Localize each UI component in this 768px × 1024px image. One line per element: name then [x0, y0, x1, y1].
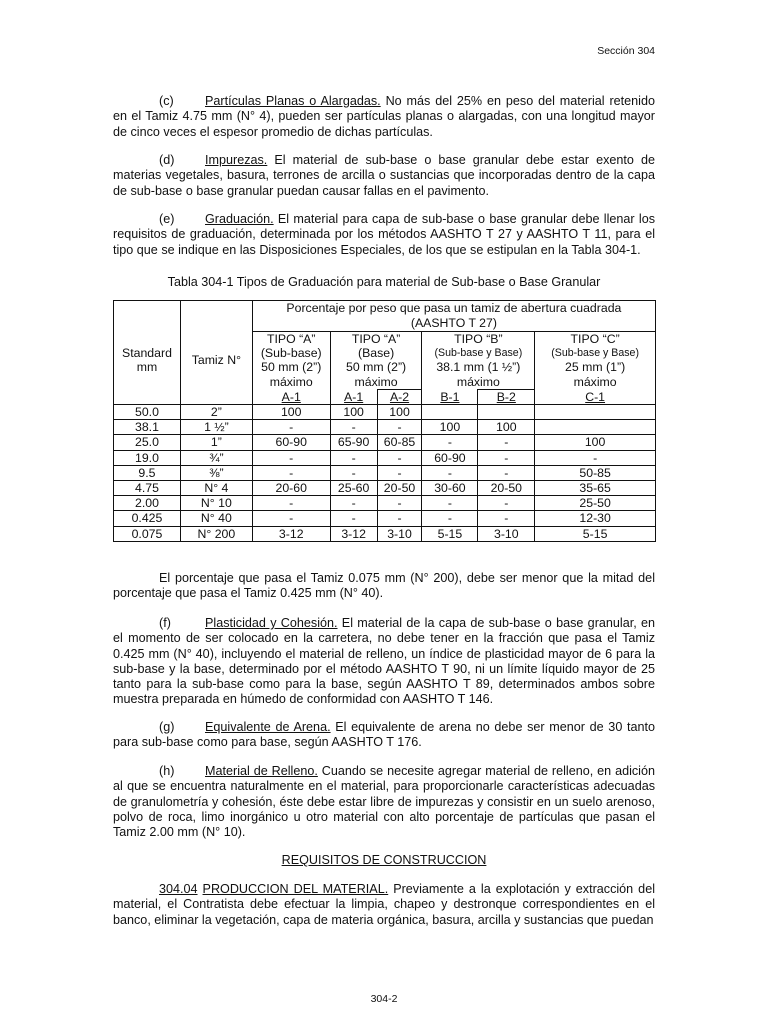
- table-cell: 100: [377, 405, 422, 420]
- paragraph-304-04: [113, 882, 655, 928]
- type-usage: (Sub-base): [252, 346, 330, 360]
- table-row: [114, 420, 656, 435]
- table-row: [114, 450, 656, 465]
- paragraph-label: (h): [159, 764, 175, 778]
- table-cell: 38.1: [114, 420, 181, 435]
- paragraph-f: [113, 616, 655, 708]
- paragraph-title: Partículas Planas o Alargadas.: [205, 94, 381, 108]
- table-row: [114, 405, 656, 420]
- table-row: [114, 435, 656, 450]
- table-cell: 3-10: [377, 526, 422, 541]
- paragraph-title: Graduación.: [205, 212, 274, 226]
- table-cell: 12-30: [535, 511, 656, 526]
- type-size: 50 mm (2”): [330, 360, 422, 374]
- table-cell: 100: [252, 405, 330, 420]
- table-cell: N° 4: [180, 481, 252, 496]
- subcolumn-label: C-1: [585, 389, 606, 404]
- section-header: Sección 304: [597, 45, 655, 57]
- table-cell: 25.0: [114, 435, 181, 450]
- table-cell: -: [422, 435, 478, 450]
- table-cell: -: [252, 450, 330, 465]
- table-cell: -: [478, 435, 535, 450]
- type-max: máximo: [252, 375, 330, 390]
- column-header-standard: Standard mm: [114, 332, 181, 390]
- table-row: [114, 526, 656, 541]
- paragraph-label: (f): [159, 616, 171, 630]
- table-cell: -: [422, 496, 478, 511]
- paragraph-text: No más del 25% en peso del material retenido en el Tamiz 4.75 mm (N° 4), pueden ser partículas planas o alargadas, con una longitud mayor de cinco veces el espesor promedio de dichas partículas.: [113, 94, 655, 139]
- paragraph-text: Previamente a la explotación y extracción del material, el Contratista debe efectuar la limpia, chapeo y destronque correspondientes en el banco, eliminar la vegetación, capa de materia orgánica, basura, arcilla y sustancias que puedan: [113, 882, 655, 927]
- table-cell: ¾”: [180, 450, 252, 465]
- table-cell: -: [377, 465, 422, 480]
- table-cell: -: [330, 511, 377, 526]
- type-size: 38.1 mm (1 ½”): [422, 360, 535, 374]
- paragraph-c: [113, 94, 655, 140]
- type-header: TIPO “A”: [330, 332, 422, 347]
- table-cell: [535, 420, 656, 435]
- page-number: 304-2: [370, 993, 398, 1005]
- table-cell: -: [330, 465, 377, 480]
- table-cell: [422, 405, 478, 420]
- table-cell: 4.75: [114, 481, 181, 496]
- table-cell: 3-10: [478, 526, 535, 541]
- subcolumn-label: B-2: [496, 389, 516, 404]
- table-cell: 0.075: [114, 526, 181, 541]
- table-cell: 3-12: [330, 526, 377, 541]
- table-cell: 20-60: [252, 481, 330, 496]
- paragraph-text: Cuando se necesite agregar material de relleno, en adición al que se encuentra naturalmente en el material, para proporcionarle características adecuadas de granulometría y cohesión, éste debe estar libre de impurezas y consistir en un suelo arenoso, polvo de roca, limo inorgánico u otro material con alto porcentaje de partículas que pasan el Tamiz 2.00 mm (N° 10).: [113, 764, 655, 840]
- paragraph-title: Equivalente de Arena.: [205, 720, 331, 734]
- table-cell: -: [330, 420, 377, 435]
- table-cell: -: [330, 496, 377, 511]
- type-usage: (Sub-base y Base): [422, 346, 535, 360]
- table-cell: 25-50: [535, 496, 656, 511]
- type-size: 50 mm (2”): [252, 360, 330, 374]
- paragraph-title: Plasticidad y Cohesión.: [205, 616, 338, 630]
- table-row: [114, 465, 656, 480]
- table-cell: -: [422, 511, 478, 526]
- graduation-table: [113, 300, 656, 542]
- table-cell: 2.00: [114, 496, 181, 511]
- table-row: [114, 511, 656, 526]
- table-cell: 65-90: [330, 435, 377, 450]
- type-max: máximo: [330, 375, 422, 390]
- type-usage: (Base): [330, 346, 422, 360]
- paragraph-title: Material de Relleno.: [205, 764, 318, 778]
- table-cell: 30-60: [422, 481, 478, 496]
- paragraph-title: PRODUCCION DEL MATERIAL.: [202, 882, 389, 896]
- table-cell: -: [422, 465, 478, 480]
- table-cell: N° 200: [180, 526, 252, 541]
- paragraph-title: Impurezas.: [205, 153, 268, 167]
- table-cell: 3-12: [252, 526, 330, 541]
- type-header: TIPO “A”: [252, 332, 330, 347]
- table-cell: 20-50: [377, 481, 422, 496]
- subcolumn-label: A-1: [281, 389, 301, 404]
- table-cell: 50.0: [114, 405, 181, 420]
- table-cell: N° 10: [180, 496, 252, 511]
- table-cell: -: [377, 496, 422, 511]
- table-cell: 100: [478, 420, 535, 435]
- paragraph-note: [113, 571, 655, 602]
- paragraph-g: [113, 720, 655, 751]
- paragraph-label: (g): [159, 720, 175, 734]
- subcolumn-label: B-1: [440, 389, 460, 404]
- table-cell: 35-65: [535, 481, 656, 496]
- table-cell: 5-15: [422, 526, 478, 541]
- paragraph-label: (d): [159, 153, 175, 167]
- table-row: [114, 481, 656, 496]
- paragraph-text: El material de la capa de sub-base o base granular, en el momento de ser colocado en la carretera, no debe tener en la fracción que pasa el Tamiz 0.425 mm (N° 40), incluyendo el material de relleno, un índice de plasticidad mayor de 6 para la sub-base y la base, determinado por el método AASHTO T 90, ni un límite líquido mayor de 25 tanto para la sub-base como para la base, según AASHTO T 89, determinados ambos sobre muestra preparada en húmedo de conformidad con AASHTO T 146.: [113, 616, 655, 707]
- table-cell: 60-85: [377, 435, 422, 450]
- paragraph-text: El porcentaje que pasa el Tamiz 0.075 mm (N° 200), debe ser menor que la mitad del porcentaje que pasa el Tamiz 0.425 mm (N° 40).: [113, 571, 655, 601]
- table-cell: 20-50: [478, 481, 535, 496]
- type-size: 25 mm (1”): [535, 360, 656, 374]
- table-cell: -: [478, 465, 535, 480]
- table-cell: -: [478, 496, 535, 511]
- table-cell: -: [252, 496, 330, 511]
- table-cell: -: [330, 450, 377, 465]
- table-cell: -: [252, 420, 330, 435]
- paragraph-label: (c): [159, 94, 174, 108]
- table-cell: 100: [330, 405, 377, 420]
- table-caption: Tabla 304-1 Tipos de Graduación para material de Sub-base o Base Granular: [167, 275, 601, 289]
- table-cell: N° 40: [180, 511, 252, 526]
- paragraph-e: [113, 212, 655, 258]
- table-cell: 1 ½”: [180, 420, 252, 435]
- table-cell: 9.5: [114, 465, 181, 480]
- table-cell: ⅜”: [180, 465, 252, 480]
- table-cell: -: [377, 450, 422, 465]
- table-cell: [535, 405, 656, 420]
- paragraph-h: [113, 764, 655, 840]
- table-cell: [478, 405, 535, 420]
- table-cell: 60-90: [422, 450, 478, 465]
- subcolumn-label: A-1: [344, 389, 364, 404]
- table-cell: 2”: [180, 405, 252, 420]
- table-cell: -: [252, 465, 330, 480]
- table-cell: -: [377, 511, 422, 526]
- section-heading: REQUISITOS DE CONSTRUCCION: [281, 853, 487, 867]
- type-header: TIPO “C”: [535, 332, 656, 347]
- table-span-subheader: (AASHTO T 27): [252, 316, 655, 332]
- paragraph-text: El material de sub-base o base granular debe estar exento de materias vegetales, basura, terrones de arcilla o sustancias que incorporadas dentro de la capa de sub-base o base granular puedan causar fallas en el pavimento.: [113, 153, 655, 198]
- table-row: [114, 496, 656, 511]
- table-cell: -: [478, 450, 535, 465]
- table-cell: 0.425: [114, 511, 181, 526]
- type-max: máximo: [535, 375, 656, 390]
- type-usage: (Sub-base y Base): [535, 346, 656, 360]
- table-cell: 100: [535, 435, 656, 450]
- paragraph-d: [113, 153, 655, 199]
- subcolumn-label: A-2: [389, 389, 410, 404]
- table-cell: 5-15: [535, 526, 656, 541]
- table-cell: 60-90: [252, 435, 330, 450]
- paragraph-text: El material para capa de sub-base o base granular debe llenar los requisitos de graduación, determinada por los métodos AASHTO T 27 y AASHTO T 11, para el tipo que se indique en las Disposiciones Especiales, de los que se estipulan en la Tabla 304-1.: [113, 212, 655, 257]
- table-cell: 50-85: [535, 465, 656, 480]
- type-header: TIPO “B”: [422, 332, 535, 347]
- type-max: máximo: [422, 375, 535, 390]
- table-span-header: Porcentaje por peso que pasa un tamiz de abertura cuadrada: [252, 301, 655, 317]
- paragraph-text: El equivalente de arena no debe ser menor de 30 tanto para sub-base como para base, según AASHTO T 176.: [113, 720, 655, 750]
- table-cell: 1”: [180, 435, 252, 450]
- table-cell: -: [535, 450, 656, 465]
- paragraph-label: (e): [159, 212, 175, 226]
- table-cell: -: [252, 511, 330, 526]
- column-header-tamiz: Tamiz N°: [180, 332, 252, 390]
- paragraph-label: 304.04: [159, 882, 198, 896]
- table-cell: -: [478, 511, 535, 526]
- table-cell: 25-60: [330, 481, 377, 496]
- table-cell: 100: [422, 420, 478, 435]
- table-cell: 19.0: [114, 450, 181, 465]
- table-cell: -: [377, 420, 422, 435]
